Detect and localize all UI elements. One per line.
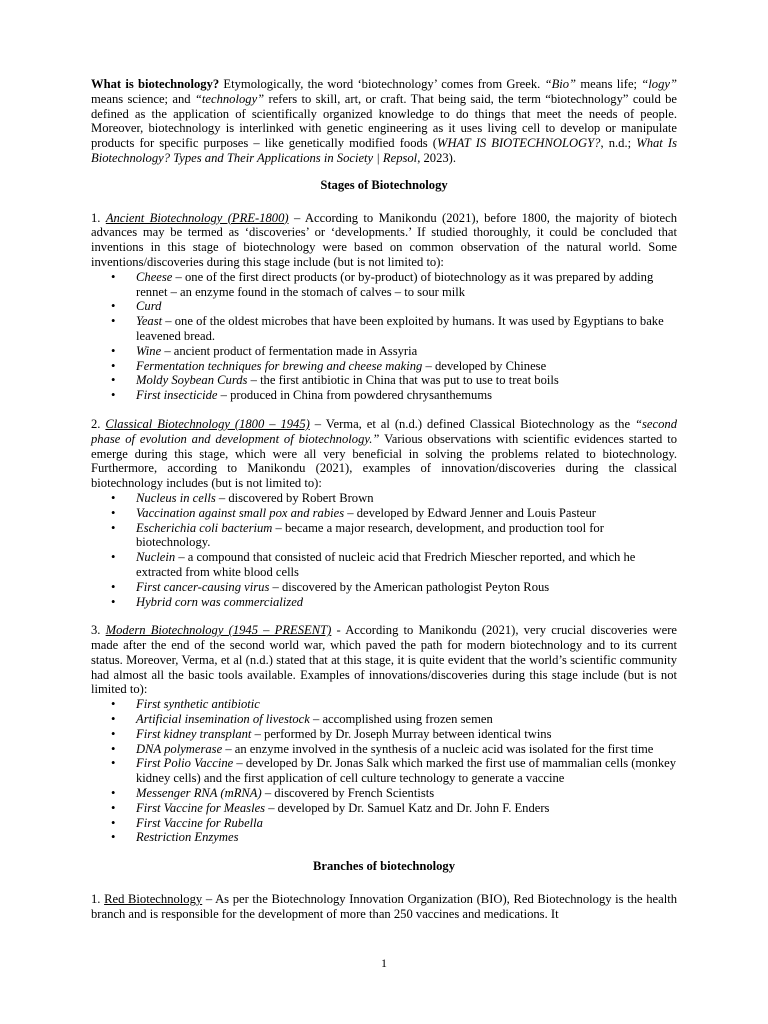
stage-2-paragraph: [91, 417, 677, 491]
item-description: – an enzyme involved in the synthesis of a nucleic acid was isolated for the first time: [222, 741, 654, 756]
item-description: – developed by Dr. Jonas Salk which marked the first use of mammalian cells (monkey kidney cells) and the first application of cell culture technology to generate a vaccine: [136, 756, 677, 786]
list-item: [91, 270, 677, 300]
stage-title: Modern Biotechnology (1945 – PRESENT): [105, 623, 332, 638]
stage-number: 1.: [91, 210, 106, 225]
item-description: – developed by Dr. Samuel Katz and Dr. John F. Enders: [265, 800, 550, 815]
item-description: – a compound that consisted of nucleic acid that Fredrich Miescher reported, and which he extracted from white blood cells: [136, 550, 636, 579]
bullet-icon: •: [111, 314, 116, 329]
item-term: Hybrid corn was commercialized: [136, 594, 304, 609]
stage-text: - According to Manikondu (2021), very crucial discoveries were made after the end of the second world war, which paved the path for modern biotechnology and to its current status. Moreover, Verma, et al (n.d.) stated that at this stage, it is quite evident that the world’s scientific community had almost all the basic tools available. Examples of innovations/discoveries during this stage include (but is not limited to):: [91, 623, 677, 697]
item-term: Curd: [136, 299, 162, 314]
bullet-icon: •: [111, 358, 116, 373]
item-description: – produced in China from powdered chrysanthemums: [217, 388, 493, 403]
item-term: Artificial insemination of livestock: [136, 712, 310, 727]
bullet-icon: •: [111, 712, 116, 727]
intro-text: , 2023).: [417, 150, 457, 165]
list-item: [91, 299, 677, 314]
intro-text: Etymologically, the word ‘biotechnology’ comes from Greek.: [219, 77, 545, 91]
list-item: [91, 816, 677, 831]
item-term: Yeast: [136, 314, 163, 329]
item-description: – developed by Chinese: [422, 358, 547, 373]
bullet-icon: •: [111, 830, 116, 845]
list-item: [91, 756, 677, 786]
item-term: Nucleus in cells: [136, 490, 216, 505]
intro-text: refers to skill, art, or craft. That being said, the term “biotechnology” could be defined as the application of scientifically organized knowledge to do things that meet the needs of people. Moreover, biotechnology is interlinked with genetic engineering as it uses living cell to develop or manipulate products for specific purposes – like genetically modified foods (: [91, 91, 678, 151]
document-body: [91, 77, 677, 922]
item-description: – one of the first direct products (or by-product) of biotechnology as it was prepared by adding rennet – an enzyme found in the stomach of calves – to sour milk: [136, 269, 654, 299]
item-term: DNA polymerase: [136, 741, 223, 756]
list-item: [91, 521, 677, 551]
list-item: [91, 550, 677, 580]
bullet-icon: •: [111, 388, 116, 403]
bullet-icon: •: [111, 594, 116, 609]
bullet-icon: •: [111, 490, 116, 505]
item-term: First Vaccine for Measles: [136, 800, 266, 815]
item-term: Wine: [136, 343, 162, 358]
bullet-icon: •: [111, 343, 116, 358]
list-item: [91, 506, 677, 521]
item-term: Fermentation techniques for brewing and cheese making: [136, 358, 423, 373]
item-description: – became a major research, development, and production tool for biotechnology.: [136, 520, 604, 550]
intro-citation: What Is Biotechnology? Types and Their Applications in Society | Repsol: [91, 136, 677, 165]
bullet-icon: •: [111, 741, 116, 756]
intro-logy: “logy”: [641, 77, 677, 91]
list-item: [91, 491, 677, 506]
intro-paragraph: [91, 77, 677, 166]
item-term: Cheese: [136, 269, 173, 284]
stage-number: 2.: [91, 416, 106, 431]
stage-3-list: [91, 697, 677, 845]
list-item: [91, 786, 677, 801]
list-item: [91, 712, 677, 727]
stage-3-paragraph: [91, 623, 677, 697]
stage-title: Classical Biotechnology (1800 – 1945): [105, 416, 310, 431]
bullet-icon: •: [111, 505, 116, 520]
intro-text: , n.d.;: [600, 136, 637, 151]
list-item: [91, 801, 677, 816]
bullet-icon: •: [111, 726, 116, 741]
item-description: – the first antibiotic in China that was put to use to treat boils: [247, 373, 559, 388]
list-item: [91, 697, 677, 712]
item-description: – discovered by Robert Brown: [215, 490, 374, 505]
item-term: Messenger RNA (mRNA): [136, 786, 262, 801]
intro-text: means science; and: [91, 91, 195, 106]
list-item: [91, 388, 677, 403]
stage-number: 3.: [91, 623, 106, 638]
list-item: [91, 359, 677, 374]
item-term: First Vaccine for Rubella: [136, 815, 263, 830]
stage-text: Various observations with scientific evidences started to emerge during this stage, which were all very beneficial in solving the problems related to biotechnology. Furthermore, according to Manikondu (2021), examples of innovation/discoveries during the classical biotechnology includes (but is not limited to):: [91, 431, 677, 491]
branch-title: Red Biotechnology: [104, 892, 203, 907]
list-item: [91, 344, 677, 359]
item-term: Moldy Soybean Curds: [136, 373, 248, 388]
item-term: First cancer-causing virus: [136, 579, 270, 594]
item-description: – one of the oldest microbes that have been exploited by humans. It was used by Egyptians to bake leavened bread.: [136, 314, 664, 343]
stage-1-paragraph: [91, 211, 677, 270]
item-description: – developed by Edward Jenner and Louis Pasteur: [344, 505, 596, 520]
list-item: [91, 727, 677, 742]
branch-number: 1.: [91, 892, 105, 907]
intro-technology: “technology”: [194, 91, 265, 106]
bullet-icon: •: [111, 373, 116, 388]
list-item: [91, 580, 677, 595]
item-term: Vaccination against small pox and rabies: [136, 505, 345, 520]
stage-text: – According to Manikondu (2021), before 1800, the majority of biotech advances may be termed as ‘discoveries’ or ‘developments.’ If studied thoroughly, it could be concluded that inventions in this stage of biotechnology were based on common observation of the natural world. Some inventions/discoveries during this stage include (but is not limited to):: [91, 210, 678, 269]
stages-heading: Stages of Biotechnology: [320, 177, 448, 192]
item-term: Nuclein: [136, 550, 176, 565]
stage-1-list: [91, 270, 677, 403]
bullet-icon: •: [111, 697, 116, 712]
list-item: [91, 742, 677, 757]
intro-citation: WHAT IS BIOTECHNOLOGY?: [437, 136, 601, 151]
intro-text: means life;: [576, 77, 642, 91]
bullet-icon: •: [111, 520, 116, 535]
bullet-icon: •: [111, 269, 116, 284]
stage-text: – Verma, et al (n.d.) defined Classical Biotechnology as the: [309, 416, 636, 431]
branch-1-paragraph: [91, 892, 677, 922]
list-item: [91, 373, 677, 388]
branch-text: – As per the Biotechnology Innovation Organization (BIO), Red Biotechnology is the health branch and is responsible for the development of more than 250 vaccines and medications. It: [91, 892, 678, 921]
item-description: – accomplished using frozen semen: [309, 712, 493, 727]
list-item: [91, 830, 677, 845]
item-term: First synthetic antibiotic: [136, 697, 260, 712]
stage-title: Ancient Biotechnology (PRE-1800): [105, 210, 289, 225]
list-item: [91, 314, 677, 344]
item-description: – performed by Dr. Joseph Murray between identical twins: [251, 726, 552, 741]
bullet-icon: •: [111, 786, 116, 801]
item-description: – ancient product of fermentation made in Assyria: [161, 343, 418, 358]
bullet-icon: •: [111, 815, 116, 830]
item-term: First insecticide: [136, 388, 218, 403]
list-item: [91, 595, 677, 610]
stage-2-list: [91, 491, 677, 609]
stage-quote: “second phase of evolution and development of biotechnology.”: [91, 416, 677, 446]
intro-bio: “Bio”: [544, 77, 577, 91]
bullet-icon: •: [111, 579, 116, 594]
bullet-icon: •: [111, 756, 116, 771]
item-term: First kidney transplant: [136, 726, 252, 741]
bullet-icon: •: [111, 800, 116, 815]
branches-heading: Branches of biotechnology: [312, 859, 456, 874]
bullet-icon: •: [111, 299, 116, 314]
item-term: Restriction Enzymes: [136, 830, 239, 845]
item-term: Escherichia coli bacterium: [136, 520, 273, 535]
page-number: 1: [381, 956, 387, 970]
intro-question: What is biotechnology?: [91, 77, 220, 91]
item-term: First Polio Vaccine: [136, 756, 234, 771]
bullet-icon: •: [111, 550, 116, 565]
item-description: – discovered by French Scientists: [261, 786, 435, 801]
item-description: – discovered by the American pathologist Peyton Rous: [269, 579, 550, 594]
